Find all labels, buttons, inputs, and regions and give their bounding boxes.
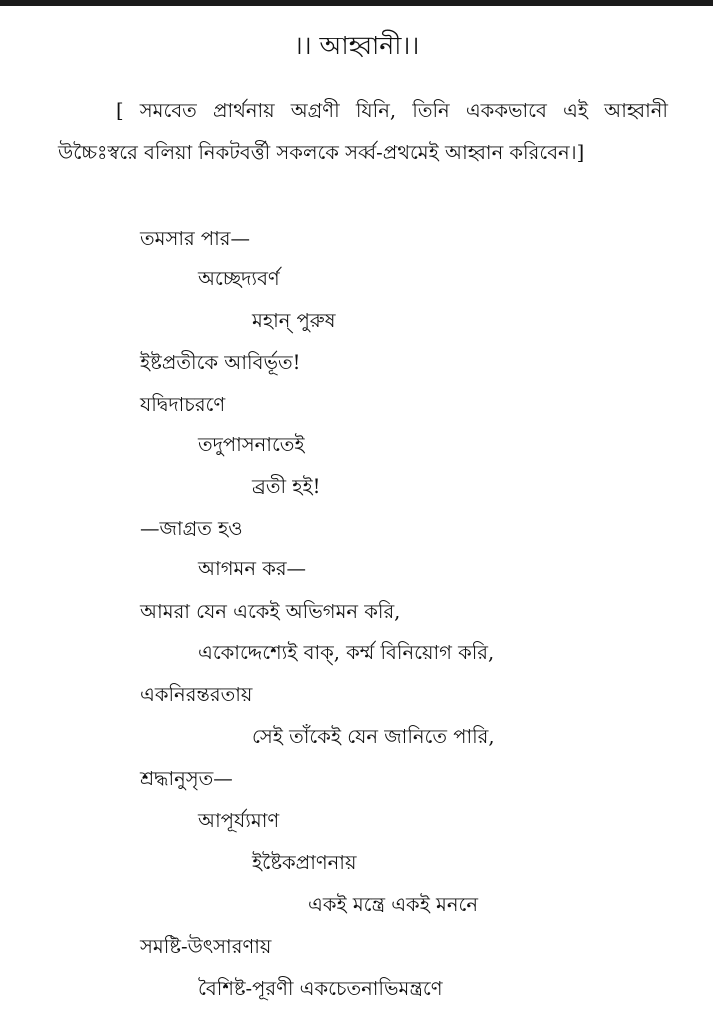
verse-line: সমষ্টি-উৎসারণায় — [140, 935, 272, 958]
verse-line: —জাগ্রত হও — [140, 517, 243, 540]
verse-line: শ্রদ্ধানুসৃত— — [140, 767, 233, 790]
verse-line: আমরা যেন একেই অভিগমন করি, — [140, 600, 401, 623]
verse-line: ইষ্টপ্রতীকে আবির্ভূত! — [140, 351, 301, 374]
verse-line: একনিরন্তরতায় — [140, 683, 253, 706]
verse-line: আগমন কর— — [198, 557, 307, 580]
intro-paragraph: [ সমবেত প্রার্থনায় অগ্রণী যিনি, তিনি এককভাবে এই আহ্বানী উচ্চৈঃস্বরে বলিয়া নিকটবর্ত্তী সকলকে সর্ব্ব-প্রথমেই আহ্বান করিবেন।] — [58, 99, 668, 164]
verse-line: বৈশিষ্ট-পূরণী একচেতনাভিমন্ত্রণে — [198, 977, 443, 1000]
verse-line: মহান্ পুরুষ — [252, 309, 336, 332]
verse-line: অচ্ছেদ্যবর্ণ — [198, 267, 280, 290]
verse-line: ব্রতী হই! — [252, 475, 321, 498]
verse-line: ইষ্টৈকপ্রাণনায় — [252, 851, 357, 874]
verse-line: একই মন্ত্রে একই মননে — [308, 893, 478, 916]
verse-line: যদ্বিদাচরণে — [140, 393, 226, 416]
verse-line: তমসার পার— — [140, 227, 251, 250]
verse-line: সেই তাঁকেই যেন জানিতে পারি, — [252, 725, 495, 748]
verse-line: তদুপাসনাতেই — [198, 433, 305, 456]
verse-line: একোদ্দেশ্যেই বাক্, কর্ম্ম বিনিয়োগ করি, — [198, 641, 495, 664]
verse-line: আপূর্য্যমাণ — [198, 809, 280, 832]
page-title: ।। আহ্বানী।। — [293, 31, 420, 60]
